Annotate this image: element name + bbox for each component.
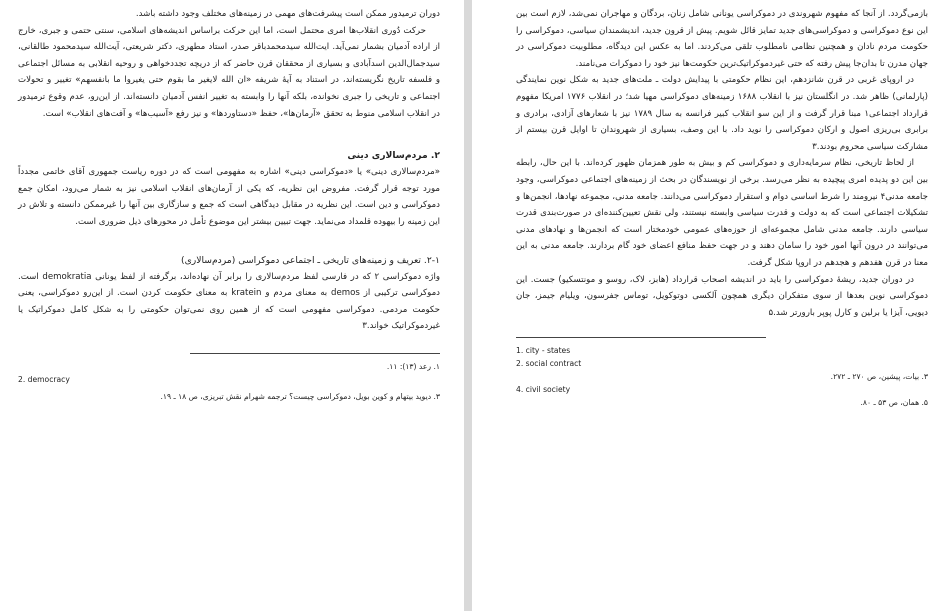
footnote: ۵. همان، ص ۵۳ ـ ۸۰. xyxy=(860,398,928,408)
paragraph: دوران ترمیدور ممکن است پیشرفت‌های مهمی در زمینه‌های مختلف وجود داشته باشد. xyxy=(135,9,440,19)
paragraph: بازمی‌گردد. از آنجا که مفهوم شهروندی در دموکراسی یونانی شامل زنان، بردگان و مهاجران نمی‌شد، لازم است بین این نوع دموکراسی و دموکراسی‌های جدید تمایز قائل شویم. پیش از قرون جدید، اندیشمندان سیاسی، دموکراسی را حکومت مردم نادان و همچنین نظامی نامطلوب تلقی می‌کردند. اما به عکس این دیدگاه، مطلوبیت دموکراسی در جهان مدرن تا بدان‌جا پیش رفته که حتی غیردموکراتیک‌ترین حکومت‌ها نیز خود را دموکرات می‌نامند. xyxy=(516,9,928,69)
footnote: 1. city - states xyxy=(516,346,571,356)
footnote: 2. social contract xyxy=(516,359,582,369)
left-page xyxy=(0,0,464,611)
paragraph: از لحاظ تاریخی، نظام سرمایه‌داری و دموکراسی کم و بیش به طور همزمان ظهور کرده‌اند. با این حال، رابطه بین این دو پدیده امری پیچیده به نظر می‌رسد. برخی از نویسندگان در بحث از زمینه‌های اجتماعی دموکراسی، وجود جامعه مدنی۴ نیرومند را شرط اساسی دوام و استقرار دموکراسی می‌دانند. جامعه مدنی، مجموعه نهادها، انجمن‌ها و تشکیلات اجتماعی است که به دولت و قدرت سیاسی وابسته نیستند، ولی نقش تعیین‌کننده‌ای در صورت‌بندی قدرت سیاسی دارند. جامعه مدنی شامل مجموعه‌ای از حوزه‌های عمومی خودمختار است که انجمن‌ها و نهادهای مدنی می‌توانند در درون آنها امور خود را سامان دهند و در جهت حفظ منافع اعضای خود گام بردارند. جامعه مدنی به این معنا در قرن هفدهم و هجدهم در اروپا شکل گرفت. xyxy=(516,158,928,268)
paragraph: واژه دموکراسی ۲ که در فارسی لفظ مردم‌سالاری را برابر آن نهاده‌اند، برگرفته از لفظ یونانی demokratia است. دموکراسی ترکیبی از demos به معنای مردم و kratein به معنای حکومت کردن است. از این‌رو دموکراسی، یعنی حکومت مردمی. دموکراسی مفهومی است که از همین روی نمی‌توان حکومتی را به شکل کامل دموکراتیک یا غیردموکراتیک خواند.۳ xyxy=(18,271,440,332)
subsection-heading: ۲-۱. تعریف و زمینه‌های تاریخی ـ اجتماعی دموکراسی (مردم‌سالاری) xyxy=(181,254,440,266)
paragraph: حرکت دُوری انقلاب‌ها امری محتمل است، اما این حرکت براساس اندیشه‌های اسلامی، سنتی حتمی و جبری، خارج از اراده آدمیان بشمار نمی‌آید. ایت‌الله سیدمحمدباقر صدر، استاد مطهری، دکتر شریعتی، آیت‌الله سیدمحمود طالقانی، سیدجمال‌الدین اسدآبادی و بسیاری از محققان قرن حاضر که از دریچه تجددخواهی و روحیه انقلابی به مسائل اجتماعی و فلسفه تاریخ نگریسته‌اند، در استناد به آیهٔ شریفه «ان الله لایغیر ما بقوم حتی یغیروا ما بانفسهم» تغییر و تحولات اجتماعی و تاریخی را جبری نخوانده، بلکه آنها را وابسته به تغییر انفس آدمیان دانسته‌اند. از این‌رو، عدم وقوع ترمیدور در انقلاب اسلامی منوط به تحقق «آرمان‌ها»، حفظ «دستاوردها» و نیز رفع «آسیب‌ها» و آفت‌های انقلاب» است. xyxy=(18,25,440,119)
paragraph: در اروپای غربی در قرن شانزدهم، این نظام حکومتی با پیدایش دولت ـ ملت‌های جدید به شکل نوین نمایندگی (پارلمانی) ظاهر شد. در انگلستان نیز با انقلاب ۱۶۸۸ زمینه‌های دموکراسی مهیا شد؛ در انقلاب ۱۷۷۶ امریکا مفهوم قرارداد اجتماعی۱ مبنا قرار گرفت و از این سو انقلاب کبیر فرانسه به سال ۱۷۸۹ نیز با شعارهای آزادی، برادری و برابری بی‌ریزی اصول و ارکان دموکراسی را نوید داد. با این وصف، بسیاری از شهروندان تا اوایل قرن بیستم از مشارکت سیاسی محروم بودند.۳ xyxy=(516,75,929,152)
paragraph: «مردم‌سالاری دینی» یا «دموکراسی دینی» اشاره به مفهومی است که در دوره ریاست جمهوری آقای خاتمی مجدداً مورد توجه قرار گرفت. مفروض این نظریه، که یکی از آرمان‌های انقلاب اسلامی نیز به شمار می‌رود، امکان جمع دموکراسی و دین است. این نظریه در مقابل دیدگاهی است که جمع و سازگاری بین آنها را غیرممکن دانسته و تلاش در این زمینه را بیهوده قلمداد می‌نماید. جهت تبیین بیشتر این موضوع تأمل در محورهای ذیل ضروری است. xyxy=(18,167,440,227)
paragraph: در دوران جدید، ریشهٔ دموکراسی را باید در اندیشه اصحاب قرارداد (هابز، لاک، روسو و مونتسکیو) جست. این دموکراسی نوین بعدها از سوی متفکران دیگری همچون آلکسی دوتوکویل، توماس جفرسون، ویلیام جیمز، جان دیویی، آیزا یا برلین و کارل پوپر بارورتر شد.۵ xyxy=(516,274,928,318)
footnote: 2. democracy xyxy=(18,374,70,384)
right-page xyxy=(472,0,946,611)
footnote: ۳. دیوید بیتهام و کوین بویل، دموکراسی چیست؟ ترجمه شهرام نقش تبریزی، ص ۱۸ ـ ۱۹. xyxy=(160,391,440,401)
page-gutter xyxy=(464,0,472,611)
section-heading: ۲. مردم‌سالاری دینی xyxy=(347,150,440,162)
footnote: ۳. بیات، پیشین، ص ۲۷۰ ـ ۲۷۲. xyxy=(830,372,928,382)
footnote: ۱. رعد (۱۳): ۱۱. xyxy=(386,361,440,371)
footnote: 4. civil society xyxy=(516,385,571,395)
